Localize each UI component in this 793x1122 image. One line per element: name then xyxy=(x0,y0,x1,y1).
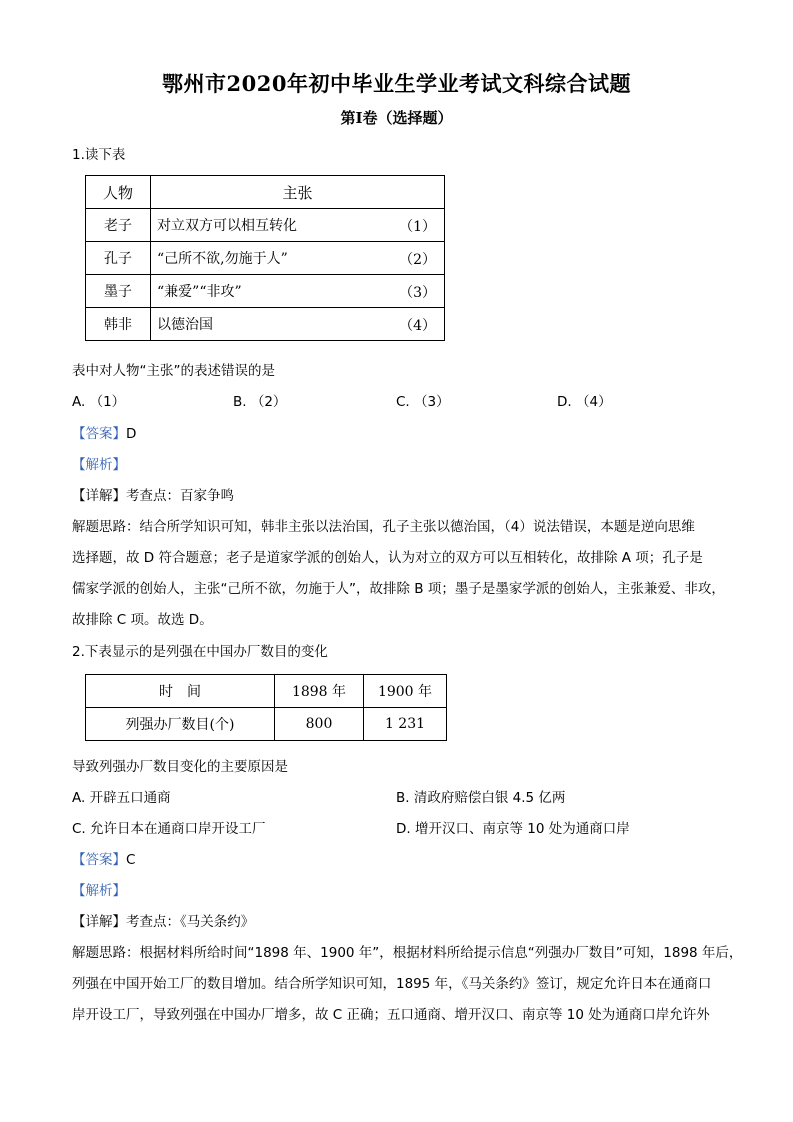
q1-option-a: A. （1） xyxy=(72,394,126,410)
answer-value: C xyxy=(126,852,136,868)
person-cell: 墨子 xyxy=(86,275,151,308)
person-cell: 韩非 xyxy=(86,308,151,341)
detail-label: 【详解】 xyxy=(72,488,126,504)
table-header-row xyxy=(86,675,447,708)
q2-stem: 2.下表显示的是列强在中国办厂数目的变化 xyxy=(72,644,328,660)
q1-question: 表中对人物“主张”的表述错误的是 xyxy=(72,363,275,379)
q2-detail xyxy=(72,910,254,930)
q1-explanation-line: 故排除 C 项。故选 D。 xyxy=(72,612,213,628)
header-cell: 人物 xyxy=(86,176,151,209)
claim-number: （3） xyxy=(399,285,436,301)
q2-explanation-line: 岸开设工厂，导致列强在中国办厂增多，故 C 正确；五口通商、增开汉口、南京等 10 处为通商口岸允许外 xyxy=(72,1007,710,1023)
claim-text: “兼爱”“非攻” xyxy=(157,284,242,300)
q1-option-d: D. （4） xyxy=(557,394,612,410)
q2-analysis-label: 【解析】 xyxy=(72,883,126,899)
table-row xyxy=(86,209,445,242)
table-header-row xyxy=(86,176,445,209)
claim-text: 以德治国 xyxy=(157,317,213,333)
q1-explanation-line: 解题思路：结合所学知识可知，韩非主张以法治国，孔子主张以德治国，（4）说法错误，本题是逆向思维 xyxy=(72,519,695,535)
header-cell: 1900 年 xyxy=(364,675,447,708)
table-row xyxy=(86,242,445,275)
detail-label: 【详解】 xyxy=(72,914,126,930)
person-cell: 老子 xyxy=(86,209,151,242)
value-cell: 1 231 xyxy=(364,708,447,741)
table-row xyxy=(86,708,447,741)
header-cell: 1898 年 xyxy=(275,675,364,708)
claim-cell xyxy=(151,209,445,242)
q2-table xyxy=(85,674,447,741)
q1-table xyxy=(85,175,445,341)
page-title: 鄂州市2020年初中毕业生学业考试文科综合试题 xyxy=(162,71,631,96)
answer-label: 【答案】 xyxy=(72,852,126,868)
answer-value: D xyxy=(126,426,137,442)
claim-cell xyxy=(151,308,445,341)
q1-explanation-line: 选择题，故 D 符合题意；老子是道家学派的创始人，认为对立的双方可以互相转化，故排除 A 项；孔子是 xyxy=(72,550,703,566)
claim-number: （1） xyxy=(399,219,436,235)
q2-option-b: B. 清政府赔偿白银 4.5 亿两 xyxy=(396,790,566,806)
claim-number: （2） xyxy=(399,252,436,268)
q1-option-c: C. （3） xyxy=(396,394,450,410)
q1-detail xyxy=(72,484,234,504)
header-cell: 主张 xyxy=(151,176,445,209)
claim-number: （4） xyxy=(399,318,436,334)
q2-explanation-line: 解题思路：根据材料所给时间“1898 年、1900 年”，根据材料所给提示信息“列强办厂数目”可知，1898 年后， xyxy=(72,945,743,961)
q1-option-b: B. （2） xyxy=(233,394,287,410)
claim-cell xyxy=(151,242,445,275)
q2-option-c: C. 允许日本在通商口岸开设工厂 xyxy=(72,821,266,837)
claim-text: “己所不欲,勿施于人” xyxy=(157,251,288,267)
claim-cell xyxy=(151,275,445,308)
q2-option-d: D. 增开汉口、南京等 10 处为通商口岸 xyxy=(396,821,630,837)
q1-analysis-label: 【解析】 xyxy=(72,457,126,473)
header-cell: 时 间 xyxy=(86,675,275,708)
detail-text: 考查点：《马关条约》 xyxy=(126,914,255,930)
q1-explanation-line: 儒家学派的创始人，主张“己所不欲，勿施于人”，故排除 B 项；墨子是墨家学派的创始人，主张兼爱、非攻， xyxy=(72,581,725,597)
claim-text: 对立双方可以相互转化 xyxy=(157,218,297,234)
detail-text: 考查点：百家争鸣 xyxy=(126,488,234,504)
table-row xyxy=(86,275,445,308)
answer-label: 【答案】 xyxy=(72,426,126,442)
q1-answer xyxy=(72,422,136,442)
table-row xyxy=(86,308,445,341)
person-cell: 孔子 xyxy=(86,242,151,275)
q2-option-a: A. 开辟五口通商 xyxy=(72,790,171,806)
section-subtitle: 第Ⅰ卷（选择题） xyxy=(340,109,453,127)
q1-stem: 1.读下表 xyxy=(72,147,126,163)
value-cell: 800 xyxy=(275,708,364,741)
q2-question: 导致列强办厂数目变化的主要原因是 xyxy=(72,759,288,775)
q2-explanation-line: 列强在中国开始工厂的数目增加。结合所学知识可知，1895 年，《马关条约》签订，规定允许日本在通商口 xyxy=(72,976,712,992)
q2-answer xyxy=(72,848,135,868)
row-label-cell: 列强办厂数目(个) xyxy=(86,708,275,741)
